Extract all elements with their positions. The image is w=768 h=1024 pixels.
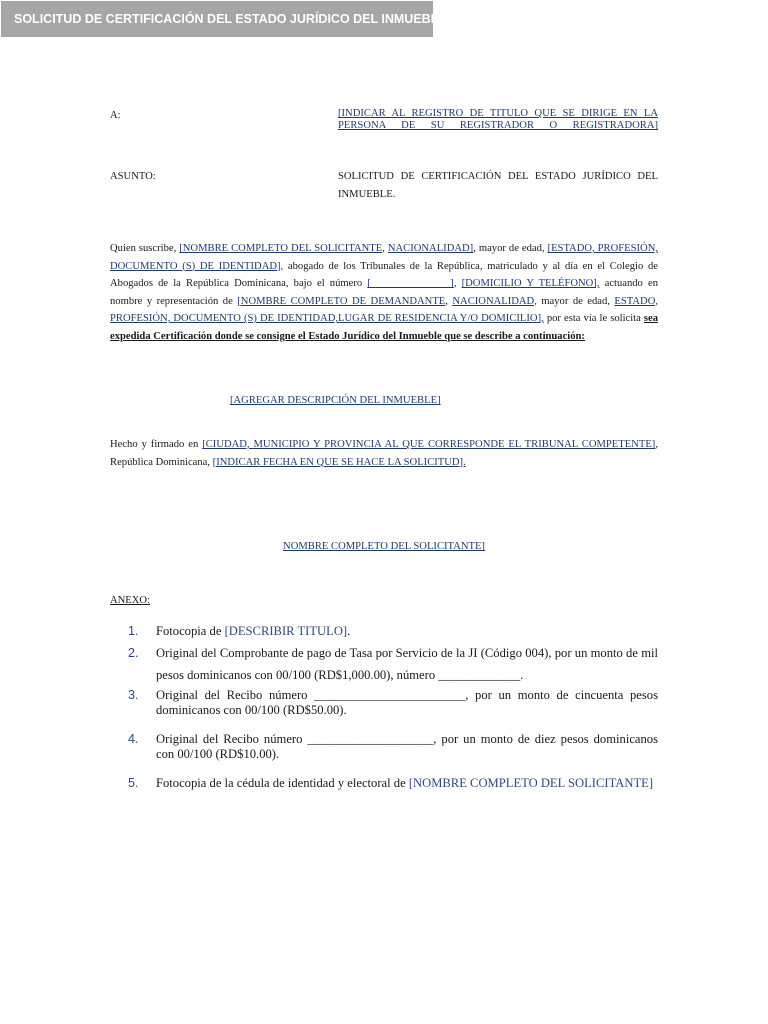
body-text: abogado de los Tribunales de la República, matriculado y al día en el Colegio de Abogados de la República Dominicana, bajo el número [110,260,658,289]
addressee-placeholder: [INDICAR AL REGISTRO DE TITULO QUE SE DIRIGE EN LA PERSONA DE SU REGISTRADOR O REGISTRADORA] [338,108,658,131]
annex-heading [110,592,658,610]
city-placeholder: [CIUDAD, MUNICIPIO Y PROVINCIA AL QUE CORRESPONDE EL TRIBUNAL COMPETENTE] [202,439,656,450]
list-text: Original del Recibo número ____________________, por un monto de diez pesos dominicanos con 00/100 (RD$10.00). [156,732,658,761]
body-text: mayor de edad, [536,295,615,307]
body-text: por esta vía le solicita [543,313,644,324]
list-number: 3. [128,688,139,702]
request-paragraph [110,240,658,345]
signature-block [110,538,658,556]
applicant-name-placeholder: [NOMBRE COMPLETO DEL SOLICITANTE] [408,776,654,790]
property-description [230,392,441,410]
list-text: Original del Recibo número ________________________, por un monto de cincuenta pesos dominicanos con 00/100 (RD$50.00). [156,688,658,717]
claimant-details-placeholder: ESTADO, PROFESIÓN, DOCUMENTO (S) DE IDENTIDAD,LUGAR DE RESIDENCIA Y/O DOMICILIO], [110,295,659,324]
body-text: actuando en nombre y representación de [110,278,658,307]
body-text: , mayor de edad, [473,243,548,254]
request-statement: sea expedida Certificación donde se consigne el Estado Jurídico del Inmueble que se describe a continuación: [110,313,659,342]
list-item [128,776,658,791]
subject-value: SOLICITUD DE CERTIFICACIÓN DEL ESTADO JURÍDICO DEL INMUEBLE. [338,171,658,200]
body-text: Quien suscribe, [110,243,180,254]
annex-list [128,620,658,791]
body-text: , [453,278,462,289]
list-item [128,642,658,686]
applicant-name-placeholder: [NOMBRE COMPLETO DEL SOLICITANTE [179,243,383,254]
signed-text: Hecho y firmado en [110,439,203,450]
address-phone-placeholder: [DOMICILIO Y TELÉFONO], [461,278,600,289]
list-item [128,732,658,762]
signature-name-placeholder: NOMBRE COMPLETO DEL SOLICITANTE] [283,541,485,552]
list-number: 5. [128,776,139,790]
list-text: Original del Comprobante de pago de Tasa por Servicio de la JI (Código 004), por un monto de mil pesos dominicanos con 00/100 (RD$1,000.00), número _____________. [156,646,658,682]
addressee-label: A: [110,110,121,121]
list-text: . [347,624,351,638]
claimant-nationality-placeholder: NACIONALIDAD, [452,295,537,307]
document-title-banner: SOLICITUD DE CERTIFICACIÓN DEL ESTADO JURÍDICO DEL INMUEBLE [1,1,433,37]
list-number: 1. [128,624,139,638]
list-text: Fotocopia de la cédula de identidad y electoral de [156,776,409,790]
list-item [128,688,658,718]
signed-paragraph [110,436,658,471]
body-text: , [445,295,453,307]
list-number: 2. [128,646,139,660]
signed-text: , República Dominicana, [110,439,658,468]
list-item [128,620,658,642]
nationality-placeholder: NACIONALIDAD] [387,243,474,254]
property-description-placeholder: [AGREGAR DESCRIPCIÓN DEL INMUEBLE] [230,395,441,406]
date-placeholder: [INDICAR FECHA EN QUE SE HACE LA SOLICITUD]. [212,456,466,468]
body-text: , [382,243,388,254]
title-placeholder: [DESCRIBIR TITULO] [224,624,348,638]
list-text: Fotocopia de [156,624,225,638]
bar-number-placeholder: [_______________] [367,278,454,289]
list-number: 4. [128,732,139,746]
subject-label: ASUNTO: [110,171,156,182]
claimant-name-placeholder: [NOMBRE COMPLETO DE DEMANDANTE [237,295,446,307]
annex-label: ANEXO: [110,595,151,606]
status-profession-placeholder: [ESTADO, PROFESIÓN, DOCUMENTO (S) DE IDENTIDAD], [110,243,658,272]
